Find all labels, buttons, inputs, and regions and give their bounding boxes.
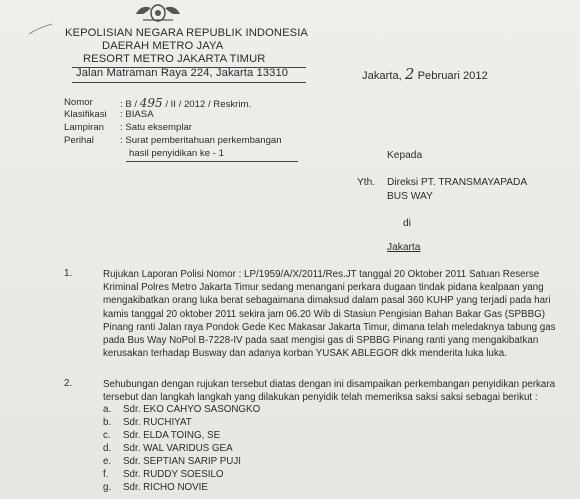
witness-letter: d.: [103, 443, 112, 454]
paragraph-1-line: Kriminal Polres Metro Jakarta Timur sedang menangani perkara dugaan tindak pidana kealpaan yang: [103, 282, 544, 294]
klasifikasi-label: Klasifikasi: [64, 109, 107, 120]
nomor-prefix: : B /: [120, 99, 138, 110]
paragraph-1-line: Rujukan Laporan Polisi Nomor : LP/1959/A/X/2011/Res.JT tanggal 20 Oktober 2011 Satuan Reserse: [103, 269, 540, 280]
kepada-label: Kepada: [387, 150, 423, 161]
paragraph-2: [103, 378, 567, 404]
paragraph-1-line: Pinang ranti Jalan raya Pondok Gede Kec Makasar Jakarta Timur, dimana telah meledaknya tabung gas: [103, 321, 556, 333]
recipient-name-line1: Direksi PT. TRANSMAYAPADA: [387, 177, 528, 188]
witness-name: Sdr. RUDDY SOESILO: [123, 469, 224, 480]
witness-letter: e.: [103, 456, 112, 467]
paragraph-1-line: kamis tanggal 20 oktober 2011 sekira jam 06.20 Wib di Stasiun Pengisian Bahan Bakar Gas (SPBBG): [103, 308, 546, 320]
paragraph-2-line: tersebut dan langkah langkah yang dilakukan penyidik telah memeriksa saksi saksi sebagai berikut :: [103, 392, 538, 404]
paragraph-1: [103, 268, 567, 360]
witness-letter: b.: [103, 417, 112, 428]
letterhead-line3: RESORT METRO JAKARTA TIMUR: [83, 53, 266, 65]
paragraph-1-line: mengakibatkan orang luka berat sebagaimana dimaksud dalam pasal 360 KUHP yang terjadi pada hari: [103, 295, 551, 307]
witness-letter: c.: [103, 430, 111, 441]
date-month-year: Pebruari 2012: [417, 70, 488, 82]
paragraph-2-line: Sehubungan dengan rujukan tersebut diatas dengan ini disampaikan perkembangan penyidikan perkara: [103, 379, 556, 390]
di-label: di: [403, 218, 411, 229]
witness-name: Sdr. SEPTIAN SARIP PUJI: [123, 456, 241, 467]
date-city: Jakarta,: [362, 70, 402, 82]
perihal-line1: : Surat pemberitahuan perkembangan: [120, 135, 282, 146]
witness-name: Sdr. EKO CAHYO SASONGKO: [123, 404, 261, 415]
witness-letter: f.: [103, 469, 109, 480]
klasifikasi-value: : BIASA: [120, 109, 154, 120]
letter-date: [362, 65, 488, 83]
letterhead-line2: DAERAH METRO JAYA: [102, 40, 224, 52]
witness-letter: g.: [103, 482, 112, 493]
lampiran-value: : Satu eksemplar: [120, 122, 192, 133]
nomor-label: Nomor: [64, 97, 93, 108]
witness-name: Sdr. RUCHIYAT: [123, 417, 192, 428]
nomor-handwritten: 495: [139, 96, 163, 110]
recipient-name-line2: BUS WAY: [387, 191, 433, 202]
witness-name: Sdr. RICHO NOVIE: [123, 482, 208, 493]
witness-name: Sdr. ELDA TOING, SE: [123, 430, 221, 441]
paragraph-1-line: pada Bus Way NoPol B-7228-IV pada saat mengisi gas di SPBBG Pinang ranti yang mengakibatkan: [103, 335, 539, 347]
police-emblem-icon: [133, 2, 183, 24]
letterhead-address: Jalan Matraman Raya 224, Jakarta 13310: [76, 67, 289, 79]
date-day-handwritten: 2: [404, 65, 415, 83]
margin-pen-mark: [28, 22, 54, 36]
lampiran-label: Lampiran: [64, 122, 104, 133]
witness-name: Sdr. WAL VARIDUS GEA: [123, 443, 233, 454]
nomor-value: [120, 96, 251, 110]
paragraph-1-line: kerusakan terhadap Busway dan adanya korban YUSAK ABLEGOR dkk menderita luka luka.: [103, 348, 507, 360]
paragraph-1-number: 1.: [64, 268, 73, 279]
perihal-rule: [126, 161, 298, 162]
letterhead-line1: KEPOLISIAN NEGARA REPUBLIK INDONESIA: [65, 27, 308, 39]
witness-letter: a.: [103, 404, 112, 415]
perihal-label: Perihal: [64, 135, 94, 146]
yth-label: Yth.: [357, 177, 376, 188]
letterhead-bottom-rule: [72, 82, 306, 83]
perihal-line2: hasil penyidikan ke - 1: [129, 148, 224, 159]
paragraph-2-number: 2.: [64, 378, 73, 389]
nomor-suffix: / II / 2012 / Reskrim.: [165, 99, 252, 110]
recipient-city: Jakarta: [387, 242, 421, 253]
